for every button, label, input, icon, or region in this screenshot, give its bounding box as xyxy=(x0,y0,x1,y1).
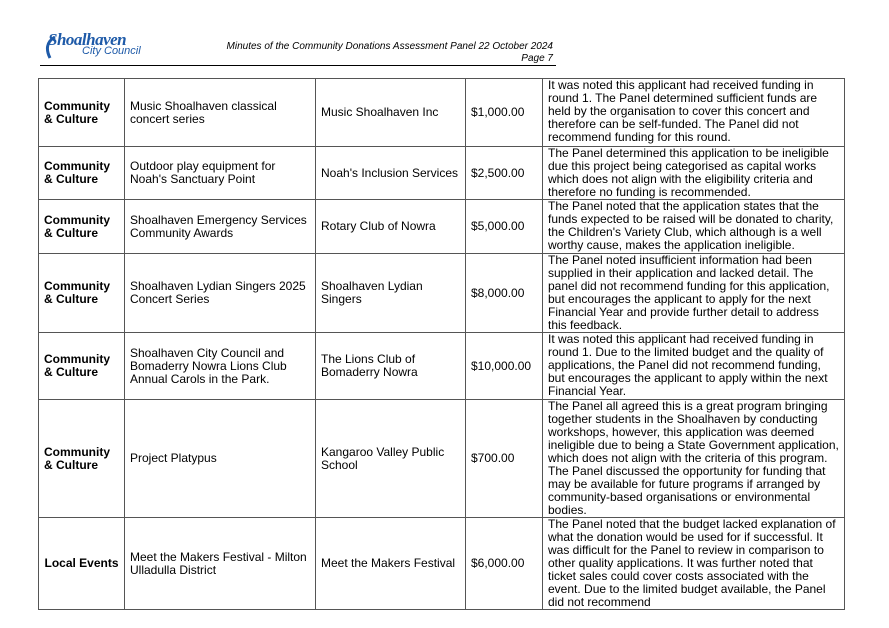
table-row xyxy=(39,147,845,200)
council-logo xyxy=(44,30,154,66)
project-cell: Music Shoalhaven classical concert series xyxy=(125,79,316,147)
category-cell: Local Events xyxy=(39,518,125,610)
organisation-cell: Noah's Inclusion Services xyxy=(316,147,466,200)
amount-cell: $2,500.00 xyxy=(466,147,543,200)
comment-cell: The Panel determined this application to be ineligible due this project being categorised as capital works which does not align with the eligibility criteria and therefore no funding is recommended. xyxy=(543,147,845,200)
category-cell: Community & Culture xyxy=(39,79,125,147)
table-row xyxy=(39,400,845,518)
comment-cell: The Panel noted insufficient information had been supplied in their application and lacked detail. The panel did not recommend funding for this application, but encourages the applicant to apply for the next Financial Year and provide further detail to address this feedback. xyxy=(543,254,845,333)
organisation-cell: Music Shoalhaven Inc xyxy=(316,79,466,147)
comment-cell: It was noted this applicant had received funding in round 1. Due to the limited budget and the quality of applications, the Panel did not recommend funding, but encourages the applicant to apply within the next Financial Year. xyxy=(543,333,845,400)
project-cell: Shoalhaven Emergency Services Community Awards xyxy=(125,200,316,254)
header-divider xyxy=(40,65,556,66)
amount-cell: $8,000.00 xyxy=(466,254,543,333)
comment-cell: The Panel noted that the budget lacked explanation of what the donation would be used for if successful. It was difficult for the Panel to review in comparison to other quality applications. It was further noted that ticket sales could cover costs associated with the event. Due to the limited budget available, the Panel did not recommend xyxy=(543,518,845,610)
table-row xyxy=(39,200,845,254)
amount-cell: $5,000.00 xyxy=(466,200,543,254)
table-row xyxy=(39,79,845,147)
amount-cell: $10,000.00 xyxy=(466,333,543,400)
project-cell: Project Platypus xyxy=(125,400,316,518)
category-cell: Community & Culture xyxy=(39,333,125,400)
table-row xyxy=(39,518,845,610)
amount-cell: $6,000.00 xyxy=(466,518,543,610)
organisation-cell: Kangaroo Valley Public School xyxy=(316,400,466,518)
category-cell: Community & Culture xyxy=(39,254,125,333)
donations-table xyxy=(38,78,845,610)
organisation-cell: Rotary Club of Nowra xyxy=(316,200,466,254)
page-header xyxy=(227,41,553,65)
logo-brand: Shoalhaven xyxy=(48,30,127,49)
project-cell: Shoalhaven City Council and Bomaderry Nowra Lions Club Annual Carols in the Park. xyxy=(125,333,316,400)
comment-cell: The Panel noted that the application states that the funds expected to be raised will be donated to charity, the Children's Variety Club, which although is a well worthy cause, makes the application ineligible. xyxy=(543,200,845,254)
logo-subtitle: City Council xyxy=(82,45,141,57)
comment-cell: The Panel all agreed this is a great program bringing together students in the Shoalhaven by conducting workshops, however, this application was deemed ineligible due to being a State Government application, which does not align with the criteria of this program. The Panel discussed the opportunity for funding that may be available for future programs if arranged by community-based organisations or environmental bodies. xyxy=(543,400,845,518)
category-cell: Community & Culture xyxy=(39,200,125,254)
organisation-cell: Meet the Makers Festival xyxy=(316,518,466,610)
organisation-cell: The Lions Club of Bomaderry Nowra xyxy=(316,333,466,400)
amount-cell: $1,000.00 xyxy=(466,79,543,147)
category-cell: Community & Culture xyxy=(39,147,125,200)
table-row xyxy=(39,333,845,400)
category-cell: Community & Culture xyxy=(39,400,125,518)
organisation-cell: Shoalhaven Lydian Singers xyxy=(316,254,466,333)
table-row xyxy=(39,254,845,333)
comment-cell: It was noted this applicant had received funding in round 1. The Panel determined sufficient funds are held by the organisation to cover this concert and therefore can be self-funded. The Panel did not recommend funding for this round. xyxy=(543,79,845,147)
page-number: Page 7 xyxy=(521,53,553,64)
project-cell: Meet the Makers Festival - Milton Ulladulla District xyxy=(125,518,316,610)
project-cell: Outdoor play equipment for Noah's Sanctuary Point xyxy=(125,147,316,200)
amount-cell: $700.00 xyxy=(466,400,543,518)
minutes-title: Minutes of the Community Donations Assessment Panel 22 October 2024 xyxy=(226,41,553,52)
project-cell: Shoalhaven Lydian Singers 2025 Concert Series xyxy=(125,254,316,333)
